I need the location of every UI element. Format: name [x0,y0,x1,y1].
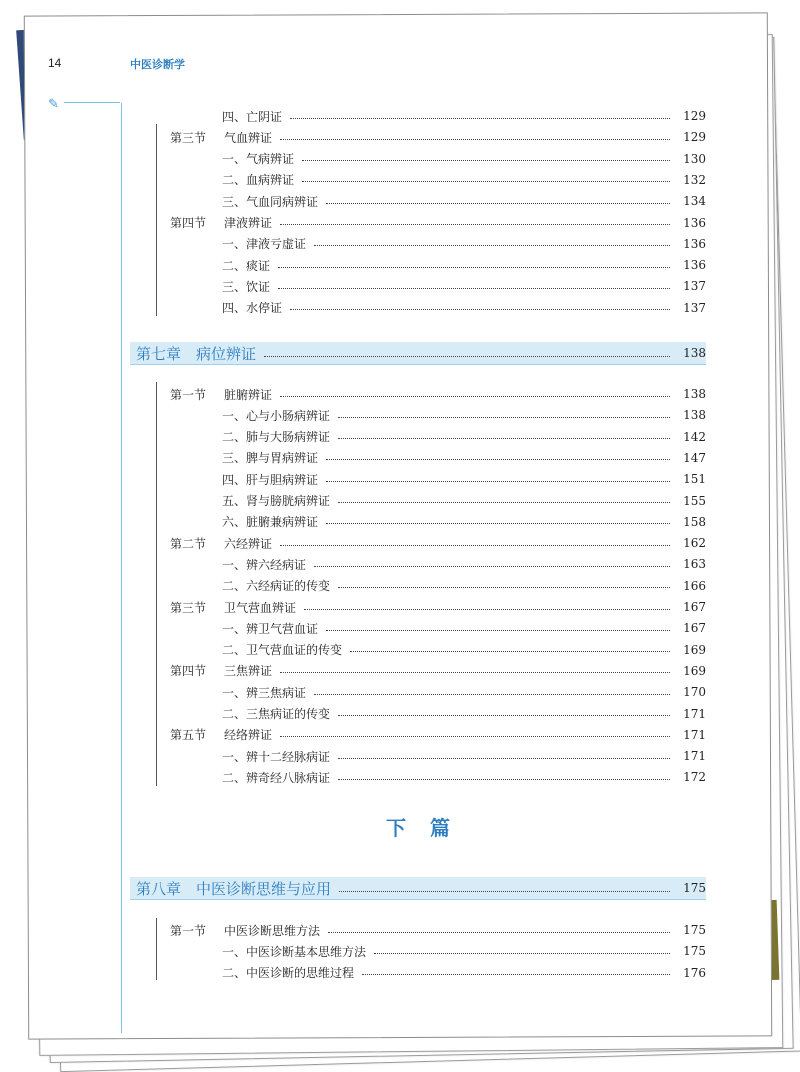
toc-section-row[interactable] [170,920,706,940]
leader-dots [290,309,670,310]
leader-dots [264,356,670,357]
entry-page: 147 [683,450,706,465]
section-number: 第三节 [170,600,207,615]
leader-dots [339,891,670,892]
leader-dots [302,181,670,182]
leader-dots [350,651,670,652]
entry-page: 167 [683,600,706,614]
entry-page: 151 [683,472,706,487]
ornament-icon: ✎ [48,97,59,112]
entry-page: 169 [683,663,706,678]
entry-label: 六、脏腑兼病辨证 [222,515,319,530]
entry-page: 175 [683,923,706,937]
toc-entry-row[interactable] [222,469,706,489]
page-number: 14 [48,56,62,70]
entry-label: 一、辨三焦病证 [222,685,307,700]
entry-label: 六经辨证 [224,536,273,551]
entry-page: 136 [683,258,706,273]
entry-page: 163 [683,557,706,572]
entry-label: 一、辨卫气营血证 [222,621,319,636]
entry-label: 二、血病辨证 [222,173,295,188]
leader-dots [314,245,670,246]
toc-entry-row[interactable] [222,640,706,660]
toc-entry-row[interactable] [222,963,706,983]
section-number: 第四节 [170,664,207,679]
leader-dots [338,715,670,716]
section-number: 第三节 [170,130,207,145]
toc-entry-row[interactable] [222,149,706,169]
leader-dots [290,118,670,119]
toc-entry-row[interactable] [222,491,706,511]
toc-section-row[interactable] [170,213,706,233]
leader-dots [280,736,670,737]
toc-entry-row[interactable] [222,682,706,702]
leader-dots [326,459,670,460]
chapter-page: 175 [683,881,706,895]
entry-page: 136 [683,215,706,230]
chapter-page: 138 [683,346,706,360]
entry-label: 一、辨六经病证 [222,557,307,572]
section-number: 第一节 [170,387,207,402]
entry-label: 经络辨证 [224,728,273,743]
leader-dots [338,779,670,780]
toc-entry-row[interactable] [222,576,706,596]
leader-dots [338,438,670,439]
leader-dots [302,160,670,161]
entry-label: 卫气营血辨证 [224,600,297,615]
leader-dots [338,587,670,588]
leader-dots [326,523,670,524]
chapter-heading[interactable] [130,877,706,900]
entry-page: 166 [683,578,706,593]
leader-dots [338,417,670,418]
chapter-title: 第八章 中医诊断思维与应用 [136,880,332,898]
leader-dots [280,545,670,546]
entry-label: 一、心与小肠病辨证 [222,408,331,423]
entry-page: 171 [683,749,706,764]
entry-page: 169 [683,642,706,657]
entry-page: 155 [683,493,706,508]
entry-label: 二、辨奇经八脉病证 [222,770,331,785]
entry-page: 130 [683,151,706,166]
entry-page: 138 [683,408,706,423]
leader-dots [314,566,670,567]
entry-page: 132 [683,172,706,187]
header-rule [64,102,120,103]
entry-page: 137 [683,279,706,294]
leader-dots [278,288,670,289]
leader-dots [304,609,670,610]
toc-entry-row[interactable] [222,234,706,254]
section-number: 第一节 [170,923,207,938]
entry-label: 四、水停证 [222,301,283,316]
entry-label: 二、六经病证的传变 [222,579,331,594]
section-bracket [156,124,157,316]
leader-dots [280,672,670,673]
entry-label: 二、三焦病证的传变 [222,707,331,721]
toc-entry-row[interactable] [222,276,706,296]
entry-label: 四、亡阴证 [222,109,283,124]
leader-dots [280,396,670,397]
leader-dots [328,932,670,933]
toc-section-row[interactable] [170,661,706,681]
entry-page: 134 [683,194,706,209]
entry-label: 气血辨证 [224,130,273,145]
toc-section-row[interactable] [170,725,706,745]
section-bracket [156,918,157,980]
book-title: 中医诊断学 [130,59,185,71]
leader-dots [338,758,670,759]
entry-page: 129 [683,109,706,123]
margin-rule [121,103,122,1033]
toc-entry-row[interactable] [222,405,706,425]
entry-page: 172 [683,770,706,785]
toc-entry-row[interactable] [222,427,706,447]
entry-label: 二、肺与大肠病辨证 [222,430,331,445]
section-bracket [156,382,157,786]
entry-page: 158 [683,514,706,529]
entry-label: 二、痰证 [222,258,271,273]
toc-entry-row[interactable] [222,618,706,638]
toc-entry-row[interactable] [222,746,706,766]
entry-label: 津液辨证 [224,216,273,230]
leader-dots [326,630,670,631]
chapter-title: 第七章 病位辨证 [136,345,257,363]
entry-page: 171 [683,706,706,721]
entry-label: 三焦辨证 [224,664,273,679]
section-number: 第四节 [170,216,207,230]
leader-dots [374,953,670,954]
entry-label: 二、中医诊断的思维过程 [222,966,355,981]
toc-entry-row[interactable] [222,448,706,468]
entry-page: 162 [683,536,706,551]
leader-dots [326,203,670,204]
leader-dots [314,694,670,695]
toc-section-row[interactable] [170,384,706,404]
toc-entry-row[interactable] [222,298,706,318]
entry-page: 167 [683,621,706,636]
entry-page: 176 [683,965,706,980]
entry-label: 三、气血同病辨证 [222,194,319,209]
toc-entry-row[interactable] [222,554,706,574]
entry-label: 脏腑辨证 [224,387,273,402]
toc-entry-row[interactable] [222,704,706,724]
entry-label: 一、津液亏虚证 [222,237,307,252]
toc-section-row[interactable] [170,127,706,147]
section-number: 第二节 [170,536,207,551]
entry-page: 171 [683,727,706,742]
part-title: 下 篇 [386,816,452,840]
leader-dots [326,481,670,482]
entry-label: 四、肝与胆病辨证 [222,472,319,487]
toc-entry-row[interactable] [222,191,706,211]
toc-section-row[interactable] [170,533,706,553]
entry-page: 175 [683,944,706,959]
leader-dots [362,974,670,975]
entry-page: 138 [683,387,706,401]
toc-section-row[interactable] [170,597,706,617]
entry-page: 129 [683,130,706,145]
toc-entry-row[interactable] [222,170,706,190]
leader-dots [280,139,670,140]
section-number: 第五节 [170,728,207,743]
entry-label: 一、辨十二经脉病证 [222,749,331,764]
entry-page: 142 [683,429,706,444]
entry-page: 137 [683,300,706,315]
toc-entry-row[interactable] [222,512,706,532]
toc-entry-row[interactable] [222,767,706,787]
entry-page: 170 [683,685,706,700]
entry-label: 一、气病辨证 [222,152,295,167]
entry-label: 三、脾与胃病辨证 [222,451,319,466]
toc-entry-row[interactable] [222,941,706,961]
entry-label: 一、中医诊断基本思维方法 [222,944,367,959]
leader-dots [280,224,670,225]
entry-page: 136 [683,236,706,251]
toc-entry-row[interactable] [222,106,706,126]
toc-entry-row[interactable] [222,255,706,275]
leader-dots [278,267,670,268]
entry-label: 二、卫气营血证的传变 [222,643,343,658]
entry-label: 中医诊断思维方法 [224,923,321,938]
entry-label: 五、肾与膀胱病辨证 [222,494,331,508]
chapter-heading[interactable] [130,342,706,365]
entry-label: 三、饮证 [222,279,271,294]
leader-dots [338,502,670,503]
